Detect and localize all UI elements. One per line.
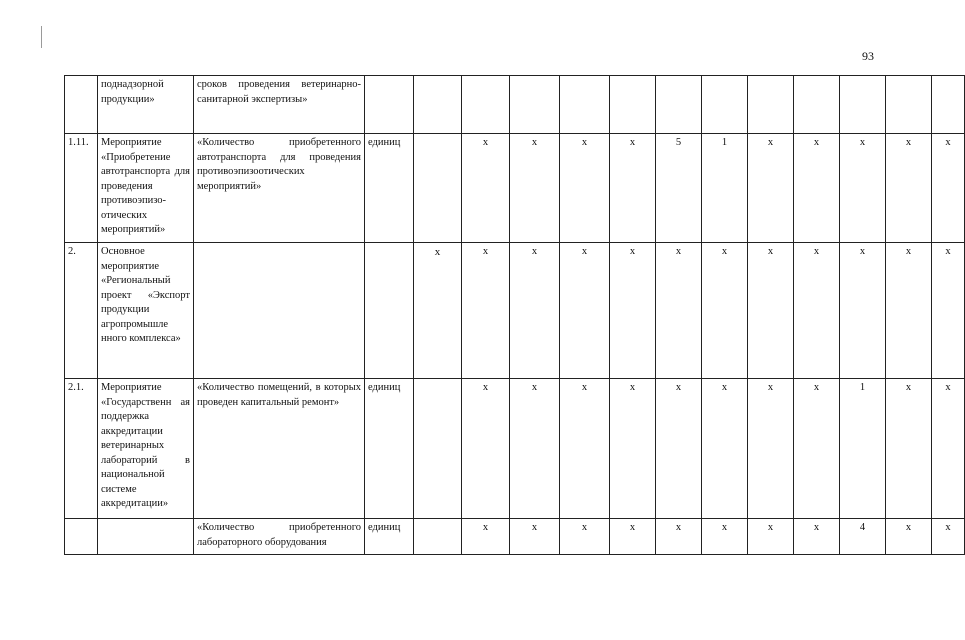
value-cell: x — [610, 134, 656, 243]
value-cell: x — [560, 243, 610, 379]
value-cell: x — [462, 134, 510, 243]
value-cell — [414, 379, 462, 519]
value-cell: x — [414, 243, 462, 379]
value-cell: x — [702, 519, 748, 555]
table-row — [65, 76, 965, 134]
table-row — [65, 134, 965, 243]
indicator-cell: «Количество приобретенного автотранспорта для проведения противоэпизоотических мероприятий» — [194, 134, 365, 243]
value-cell: x — [932, 134, 965, 243]
value-cell: x — [560, 134, 610, 243]
table-row — [65, 243, 965, 379]
value-cell: x — [560, 379, 610, 519]
value-cell: 1 — [702, 134, 748, 243]
indicator-cell — [194, 243, 365, 379]
value-cell: x — [610, 379, 656, 519]
value-cell: x — [748, 379, 794, 519]
row-number-cell — [65, 519, 98, 555]
value-cell — [610, 76, 656, 134]
value-cell: x — [510, 134, 560, 243]
value-cell: x — [886, 519, 932, 555]
value-cell — [510, 76, 560, 134]
value-cell — [462, 76, 510, 134]
value-cell: x — [932, 243, 965, 379]
indicators-table — [64, 75, 965, 555]
value-cell: x — [886, 243, 932, 379]
value-cell — [886, 76, 932, 134]
value-cell — [748, 76, 794, 134]
unit-cell — [365, 76, 414, 134]
value-cell: x — [886, 134, 932, 243]
value-cell: x — [840, 243, 886, 379]
value-cell: x — [462, 519, 510, 555]
value-cell: x — [610, 243, 656, 379]
row-number-cell: 2. — [65, 243, 98, 379]
value-cell — [840, 76, 886, 134]
row-number-cell: 2.1. — [65, 379, 98, 519]
indicator-cell: «Количество помещений, в которых проведен капитальный ремонт» — [194, 379, 365, 519]
measure-name-cell: поднадзорной продукции» — [98, 76, 194, 134]
value-cell: x — [886, 379, 932, 519]
value-cell: x — [462, 243, 510, 379]
unit-cell: единиц — [365, 379, 414, 519]
indicator-cell: сроков проведения ветеринарно-санитарной экспертизы» — [194, 76, 365, 134]
value-cell: x — [794, 243, 840, 379]
row-number-cell: 1.11. — [65, 134, 98, 243]
value-cell — [414, 134, 462, 243]
value-cell: x — [656, 243, 702, 379]
table-row — [65, 379, 965, 519]
value-cell: 5 — [656, 134, 702, 243]
value-cell — [560, 76, 610, 134]
value-cell: x — [748, 243, 794, 379]
row-number-cell — [65, 76, 98, 134]
table-row — [65, 519, 965, 555]
value-cell: x — [656, 519, 702, 555]
value-cell: x — [748, 519, 794, 555]
value-cell: x — [702, 379, 748, 519]
margin-mark — [41, 26, 42, 48]
value-cell: x — [462, 379, 510, 519]
unit-cell — [365, 243, 414, 379]
unit-cell: единиц — [365, 134, 414, 243]
value-cell: x — [840, 134, 886, 243]
page-number: 93 — [862, 49, 874, 63]
measure-name-cell: Основное мероприятие «Региональный проект «Экспорт продукции агропромышле нного комплекса» — [98, 243, 194, 379]
value-cell — [702, 76, 748, 134]
value-cell: 1 — [840, 379, 886, 519]
value-cell: x — [932, 519, 965, 555]
value-cell: x — [560, 519, 610, 555]
value-cell: 4 — [840, 519, 886, 555]
value-cell: x — [702, 243, 748, 379]
value-cell: x — [748, 134, 794, 243]
measure-name-cell — [98, 519, 194, 555]
value-cell: x — [656, 379, 702, 519]
value-cell: x — [794, 519, 840, 555]
value-cell — [932, 76, 965, 134]
value-cell — [414, 76, 462, 134]
indicator-cell: «Количество приобретенного лабораторного оборудования — [194, 519, 365, 555]
value-cell — [794, 76, 840, 134]
measure-name-cell: Мероприятие «Государственн ая поддержка аккредитации ветеринарных лабораторий в национальной системе аккредитации» — [98, 379, 194, 519]
value-cell: x — [510, 379, 560, 519]
value-cell: x — [510, 243, 560, 379]
value-cell: x — [610, 519, 656, 555]
unit-cell: единиц — [365, 519, 414, 555]
value-cell — [414, 519, 462, 555]
measure-name-cell: Мероприятие «Приобретение автотранспорта для проведения противоэпизо-отических мероприятий» — [98, 134, 194, 243]
value-cell: x — [794, 134, 840, 243]
value-cell: x — [794, 379, 840, 519]
value-cell: x — [932, 379, 965, 519]
value-cell — [656, 76, 702, 134]
value-cell: x — [510, 519, 560, 555]
